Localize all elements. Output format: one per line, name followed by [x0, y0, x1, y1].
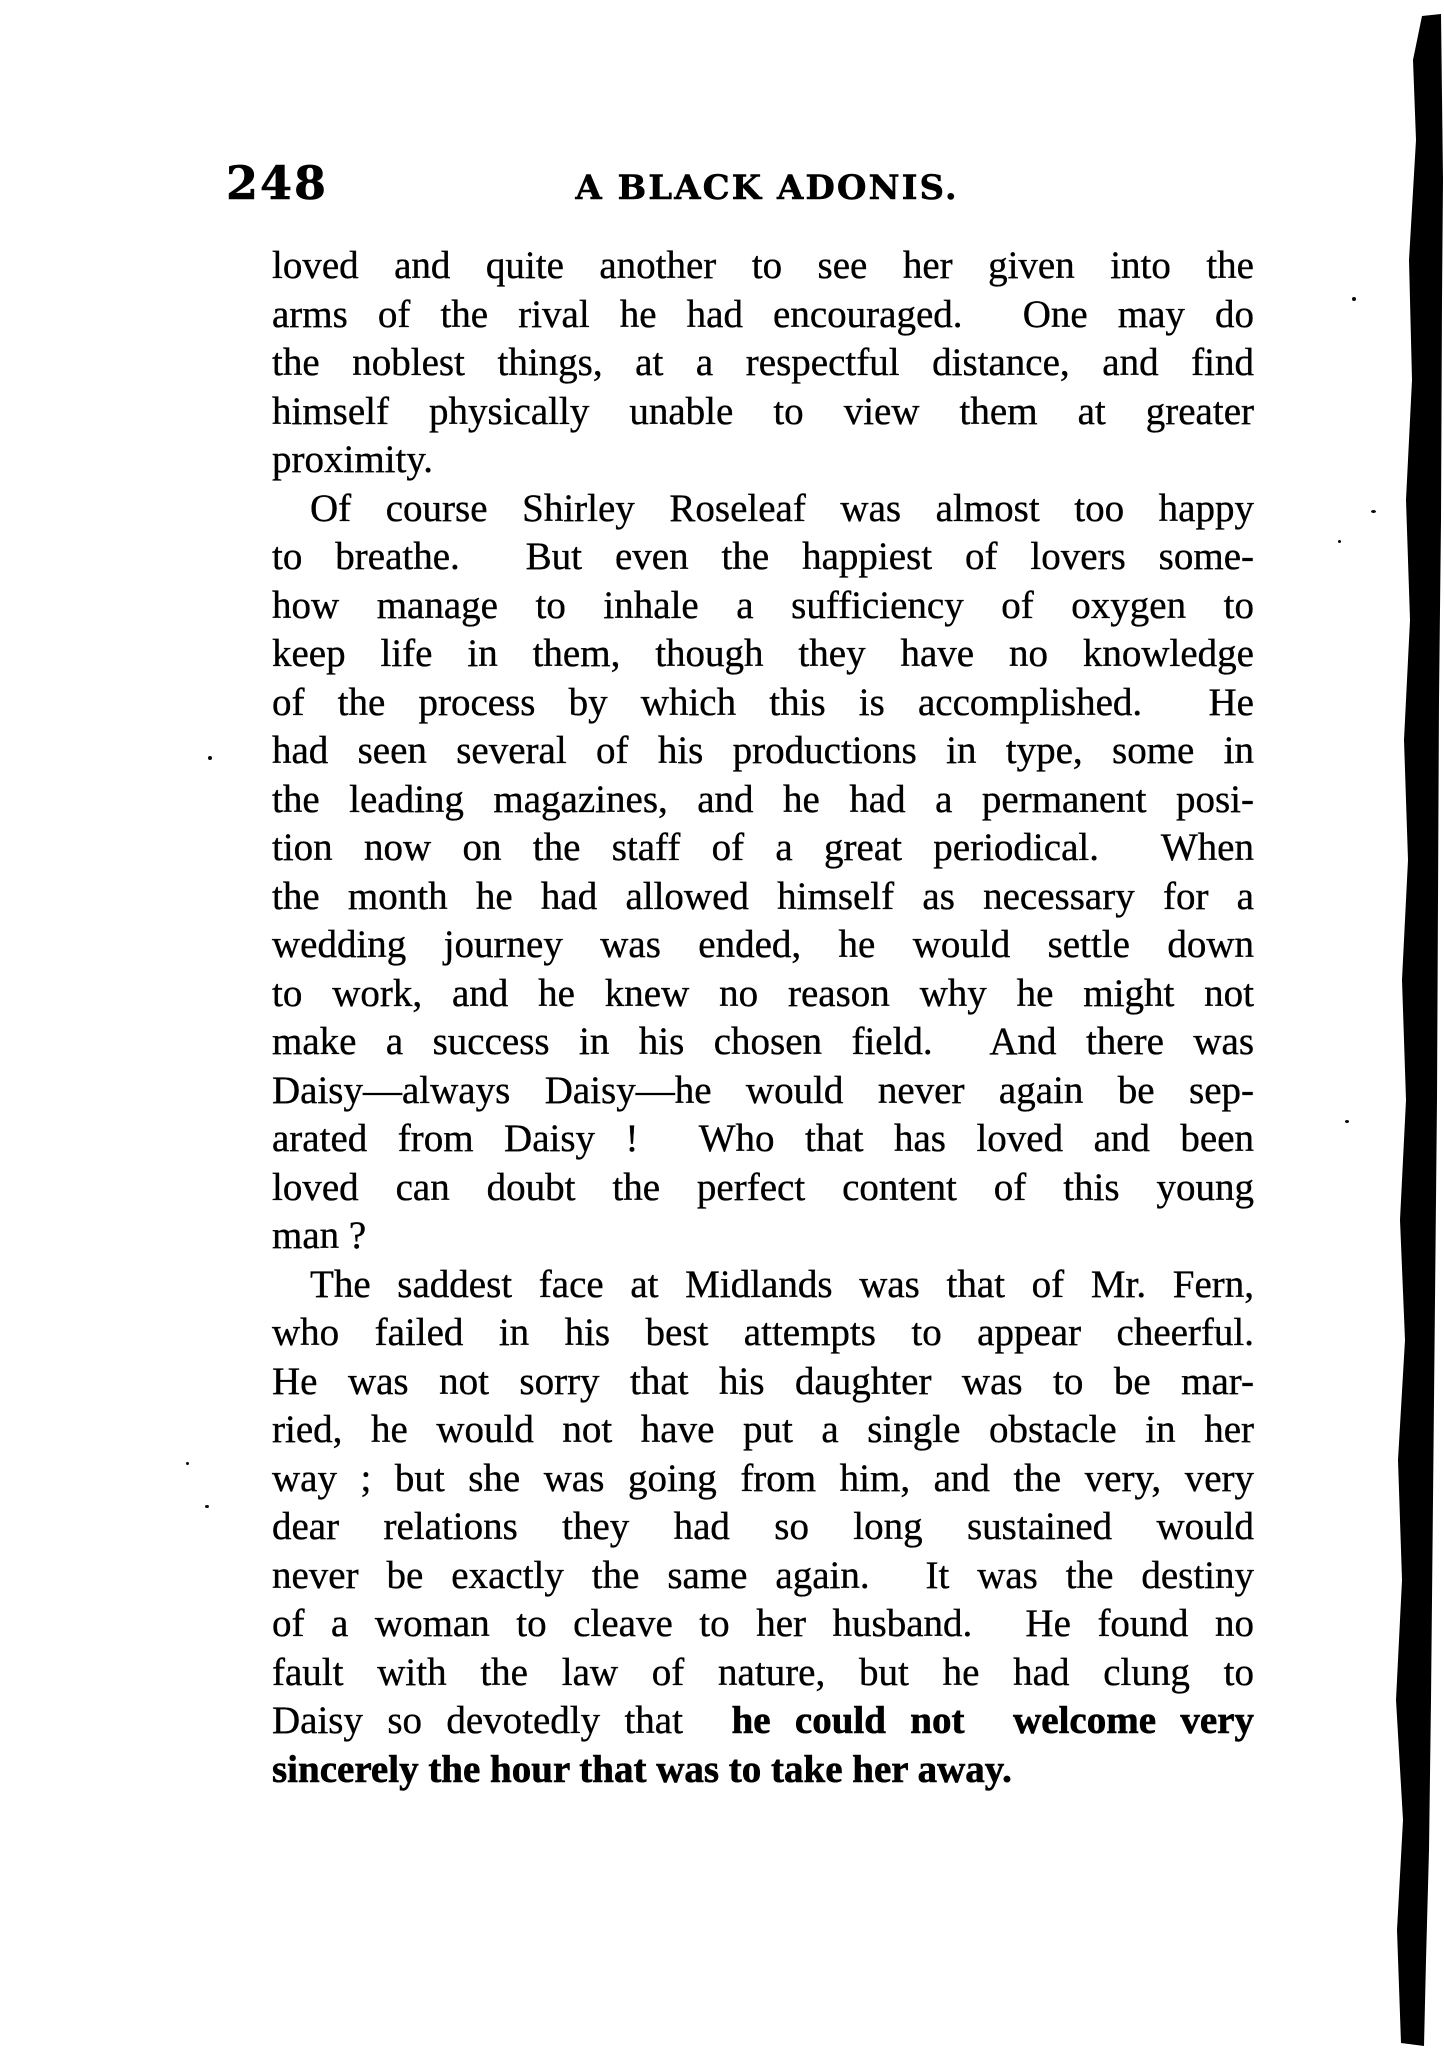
- text-line: [272, 824, 1254, 873]
- text-line: [272, 630, 1254, 679]
- text-line: [272, 582, 1254, 631]
- text-line: [272, 970, 1254, 1019]
- text-line: [272, 921, 1254, 970]
- text-line: [272, 727, 1254, 776]
- page-header: [0, 0, 1444, 230]
- text-segment: way ; but she was going from him, and the very, very: [272, 1456, 1254, 1500]
- text-line: [272, 1018, 1254, 1067]
- text-segment: arated from Daisy ! Who that has loved and been: [272, 1117, 1254, 1160]
- text-segment: keep life in them, though they have no knowledge: [272, 632, 1254, 675]
- text-segment: ried, he would not have put a single obstacle in her: [272, 1408, 1254, 1451]
- text-segment: make a success in his chosen field. And there was: [272, 1020, 1254, 1063]
- text-line: [272, 1649, 1254, 1698]
- text-line: [272, 1067, 1254, 1116]
- text-line: [272, 339, 1254, 388]
- text-line: [272, 533, 1254, 582]
- text-line: [272, 873, 1254, 922]
- text-segment: tion now on the staff of a great periodical. When: [272, 826, 1254, 869]
- text-segment: loved can doubt the perfect content of this young: [272, 1165, 1254, 1209]
- text-segment: the leading magazines, and he had a permanent posi-: [272, 777, 1254, 821]
- text-line: [272, 1503, 1254, 1552]
- text-segment: proximity.: [272, 438, 434, 481]
- text-segment: who failed in his best attempts to appear cheerful.: [272, 1311, 1254, 1354]
- scan-speck: [1338, 540, 1341, 543]
- text-line: [272, 679, 1254, 728]
- running-title: A BLACK ADONIS.: [575, 168, 959, 208]
- text-segment: wedding journey was ended, he would settle down: [272, 923, 1254, 966]
- text-line: [272, 1697, 1254, 1746]
- text-line: [272, 1212, 1254, 1261]
- text-segment-bold: he could not welcome very: [731, 1699, 1254, 1742]
- text-segment-bold: sincerely the hour that was to take her away.: [272, 1747, 1012, 1791]
- text-line: [272, 1358, 1254, 1407]
- text-segment: never be exactly the same again. It was the destiny: [272, 1553, 1254, 1597]
- scan-speck: [208, 756, 212, 760]
- text-segment: of a woman to cleave to her husband. He found no: [272, 1602, 1254, 1645]
- text-line: [272, 1455, 1254, 1504]
- text-segment: the noblest things, at a respectful distance, and find: [272, 341, 1254, 384]
- text-line: [272, 485, 1254, 534]
- scan-speck: [205, 1505, 209, 1508]
- text-segment: fault with the law of nature, but he had clung to: [272, 1650, 1254, 1694]
- scan-speck: [1345, 1120, 1349, 1123]
- page-number: 248: [226, 156, 329, 210]
- text-segment: The saddest face at Midlands was that of Mr. Fern,: [310, 1262, 1254, 1306]
- text-segment: loved and quite another to see her given into the: [272, 244, 1254, 287]
- scan-speck: [1352, 297, 1356, 301]
- text-segment: himself physically unable to view them at greater: [272, 389, 1254, 433]
- scan-speck: [186, 1462, 189, 1465]
- text-line: [272, 242, 1254, 291]
- text-segment: to work, and he knew no reason why he might not: [272, 971, 1254, 1015]
- text-segment: arms of the rival he had encouraged. One may do: [272, 292, 1254, 336]
- text-line: [272, 1600, 1254, 1649]
- text-segment: man ?: [272, 1214, 367, 1257]
- text-segment: Daisy so devotedly that: [272, 1699, 732, 1742]
- text-block: [272, 242, 1254, 1794]
- text-line: [272, 436, 1254, 485]
- text-line: [272, 1406, 1254, 1455]
- text-line: [272, 776, 1254, 825]
- text-line: [272, 1115, 1254, 1164]
- text-segment: how manage to inhale a sufficiency of oxygen to: [272, 583, 1254, 627]
- text-line: [272, 388, 1254, 437]
- scan-speck: [1371, 510, 1376, 513]
- text-line: [272, 1552, 1254, 1601]
- text-segment: Daisy—always Daisy—he would never again be sep-: [272, 1068, 1254, 1112]
- text-segment: dear relations they had so long sustained would: [272, 1505, 1254, 1548]
- text-line: [272, 1164, 1254, 1213]
- text-segment: the month he had allowed himself as necessary for a: [272, 874, 1254, 918]
- text-segment: to breathe. But even the happiest of lovers some-: [272, 535, 1254, 578]
- text-segment: Of course Shirley Roseleaf was almost too happy: [310, 486, 1254, 530]
- text-line: [272, 291, 1254, 340]
- text-segment: had seen several of his productions in type, some in: [272, 729, 1254, 772]
- text-segment: He was not sorry that his daughter was to be mar-: [272, 1359, 1254, 1403]
- scan-gutter-shadow: [1390, 0, 1444, 2051]
- text-line: [272, 1261, 1254, 1310]
- text-line: [272, 1746, 1254, 1795]
- text-segment: of the process by which this is accomplished. He: [272, 680, 1254, 724]
- text-line: [272, 1309, 1254, 1358]
